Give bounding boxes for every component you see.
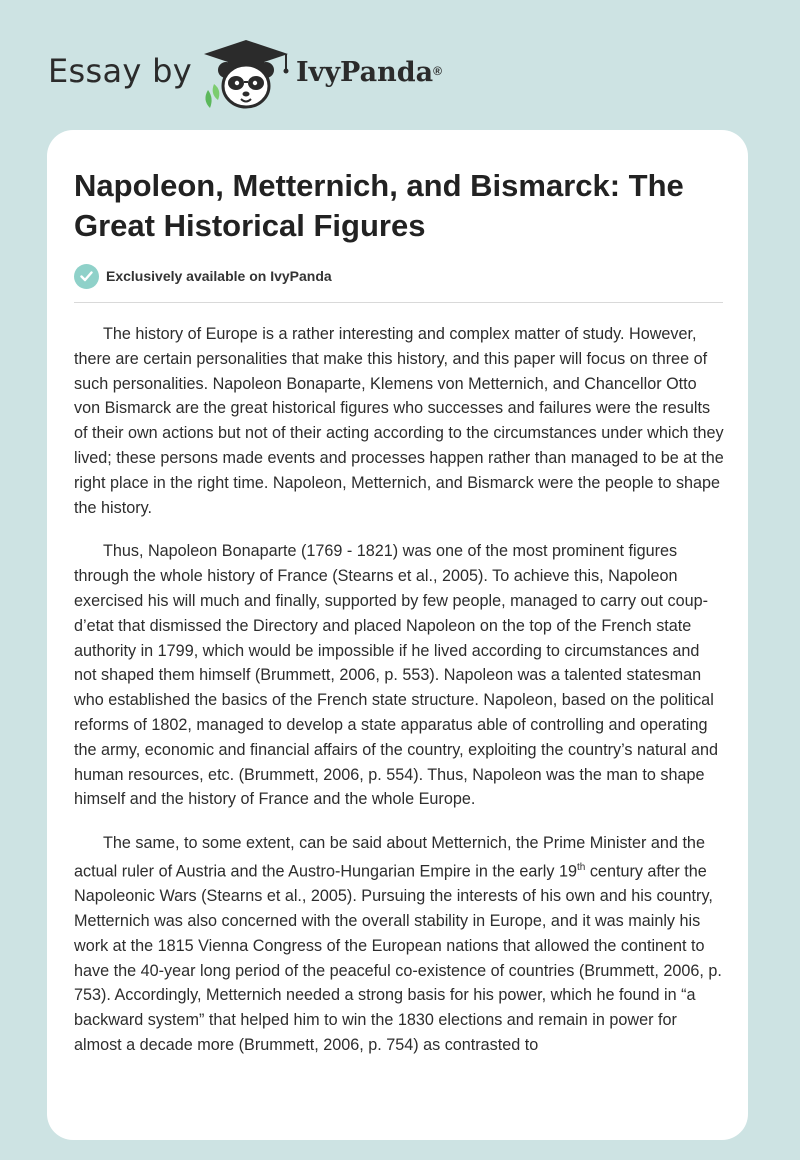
brand-text: IvyPanda	[296, 57, 434, 88]
essay-by-label: Essay by	[48, 52, 192, 90]
paragraph	[74, 831, 726, 1058]
paragraph: Thus, Napoleon Bonaparte (1769 - 1821) was one of the most prominent figures through the whole history of France (Stearns et al., 2005). To achieve this, Napoleon exercised his will much and finally, supported by few people, managed to carry out coup-d’etat that dismissed the Directory and placed Napoleon on the top of the French state authority in 1799, which would be impossible if he lived according to circumstances and not shaped them himself (Brummett, 2006, p. 553). Napoleon was a talented statesman who established the basics of the French state structure. Napoleon, based on the political reforms of 1802, managed to develop a state apparatus able of controlling and operating the army, economic and financial affairs of the country, exploiting the country’s natural and human resources, etc. (Brummett, 2006, p. 554). Thus, Napoleon was the man to shape himself and the history of France and the whole Europe.	[74, 542, 718, 809]
ordinal-suffix: th	[577, 861, 586, 873]
essay-card	[47, 130, 748, 1140]
paragraph: The history of Europe is a rather interesting and complex matter of study. However, there are certain personalities that make this history, and this paper will focus on three of such personalities. Napoleon Bonaparte, Klemens von Metternich, and Chancellor Otto von Bismarck are the great historical figures who successes and failures were the results of their own actions but not of their acting according to the circumstances under which they lived; these persons made events and processes happen rather than managed to be at the right place in the right time. Napoleon, Metternich, and Bismarck were the people to shape the history.	[74, 325, 724, 517]
essay-body	[74, 322, 726, 1077]
paragraph-text: The same, to some extent, can be said about Metternich, the Prime Minister and the actual ruler of Austria and the Austro-Hungarian Empire in the early 19	[74, 834, 705, 881]
exclusive-label: Exclusively available on IvyPanda	[106, 268, 332, 284]
panda-graduate-icon[interactable]	[200, 38, 292, 110]
exclusive-badge	[74, 263, 332, 289]
registered-mark: ®	[433, 64, 442, 78]
site-header	[0, 0, 800, 130]
check-circle-icon	[74, 264, 99, 289]
divider	[74, 302, 723, 303]
essay-title: Napoleon, Metternich, and Bismarck: The Great Historical Figures	[74, 168, 684, 243]
paragraph-text: century after the Napoleonic Wars (Stearns et al., 2005). Pursuing the interests of his own and his country, Metternich was also concerned with the overall stability in Europe, and it was mainly his work at the 1815 Vienna Congress of the European nations that allowed the continent to have the 40-year long period of the peaceful co-existence of countries (Brummett, 2006, p. 753). Accordingly, Metternich needed a strong basis for his power, which he found in “a backward system” that helped him to win the 1830 elections and remain in power for almost a decade more (Brummett, 2006, p. 754) as contrasted to	[74, 862, 722, 1054]
brand-name[interactable]	[296, 55, 442, 91]
